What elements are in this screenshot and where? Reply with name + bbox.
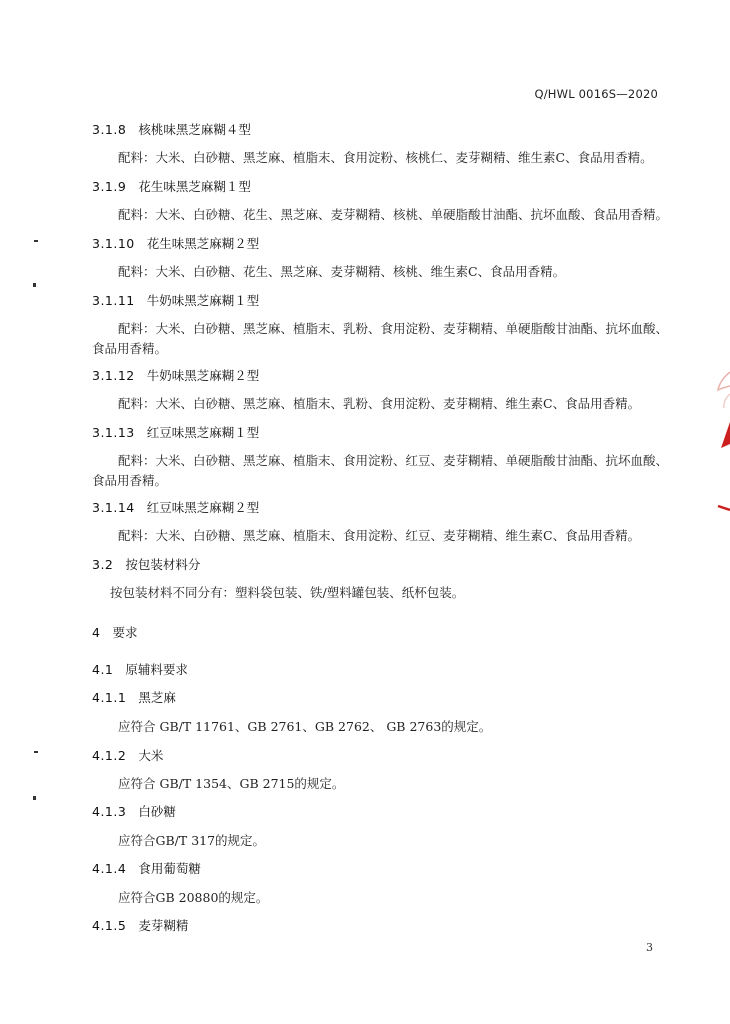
section-title: 食用葡萄糖 [138,861,201,876]
section-heading-4-1-2 [92,746,730,764]
section-heading-3-1-11 [92,291,730,309]
section-heading-3-1-13 [92,423,730,441]
requirement-text: 应符合GB 20880的规定。 [118,890,269,905]
ingredients-text: 配料：大米、白砂糖、黑芝麻、植脂末、乳粉、食用淀粉、麦芽糊精、单硬脂酸甘油酯、抗坏血酸、 [118,321,669,336]
ingredients-text: 配料：大米、白砂糖、花生、黑芝麻、麦芽糊精、核桃、单硬脂酸甘油酯、抗坏血酸、食品用香精。 [118,207,669,222]
section-number: 3.1.8 [92,122,127,137]
section-title: 花生味黑芝麻糊１型 [138,179,251,194]
section-heading-4 [92,623,730,641]
section-number: 3.1.11 [92,293,135,308]
section-heading-4-1-3 [92,802,730,820]
section-number: 3.1.10 [92,236,135,251]
section-title: 麦芽糊精 [138,918,189,933]
section-number: 3.1.12 [92,368,135,383]
section-heading-3-1-12 [92,366,730,384]
scan-mark [34,240,38,242]
scan-mark [33,283,36,287]
section-number: 3.2 [92,557,114,572]
section-heading-4-1-1 [92,688,730,706]
section-number: 4.1.4 [92,861,127,876]
section-heading-3-1-8 [92,120,730,138]
section-heading-4-1 [92,660,730,678]
seal-stamp-fragment [712,360,730,520]
section-title: 红豆味黑芝麻糊２型 [146,500,260,515]
section-number: 4.1.1 [92,690,127,705]
scan-mark [34,751,38,753]
section-title: 黑芝麻 [138,690,176,705]
section-number: 4.1.5 [92,918,127,933]
section-title: 牛奶味黑芝麻糊２型 [146,368,260,383]
section-title: 花生味黑芝麻糊２型 [146,236,260,251]
section-heading-4-1-4 [92,859,730,877]
section-number: 3.1.14 [92,500,135,515]
section-number: 4.1.3 [92,804,127,819]
ingredients-text-continued: 食品用香精。 [92,473,168,488]
scan-mark [33,796,36,800]
standard-code: Q/HWL 0016S—2020 [534,87,658,101]
requirement-text: 应符合 GB/T 1354、GB 2715的规定。 [118,776,345,791]
packaging-text: 按包装材料不同分有：塑料袋包装、铁/塑料罐包装、纸杯包装。 [110,585,465,600]
ingredients-text: 配料：大米、白砂糖、花生、黑芝麻、麦芽糊精、核桃、维生素C、食品用香精。 [118,264,566,279]
ingredients-text-continued: 食品用香精。 [92,341,168,356]
section-heading-4-1-5 [92,916,730,934]
section-heading-3-1-10 [92,234,730,252]
section-number: 4.1.2 [92,748,127,763]
section-number: 3.1.13 [92,425,135,440]
section-title: 牛奶味黑芝麻糊１型 [146,293,260,308]
section-title: 按包装材料分 [125,557,201,572]
requirement-text: 应符合GB/T 317的规定。 [118,833,266,848]
ingredients-text: 配料：大米、白砂糖、黑芝麻、植脂末、食用淀粉、红豆、麦芽糊精、维生素C、食品用香精。 [118,528,641,543]
section-number: 4 [92,625,101,640]
section-number: 4.1 [92,662,114,677]
ingredients-text: 配料：大米、白砂糖、黑芝麻、植脂末、食用淀粉、核桃仁、麦芽糊精、维生素C、食品用香精。 [118,150,653,165]
ingredients-text: 配料：大米、白砂糖、黑芝麻、植脂末、食用淀粉、红豆、麦芽糊精、单硬脂酸甘油酯、抗坏血酸、 [118,453,669,468]
section-heading-3-2 [92,555,730,573]
section-title: 红豆味黑芝麻糊１型 [146,425,260,440]
section-title: 原辅料要求 [125,662,188,677]
page-number: 3 [646,941,653,954]
section-title: 核桃味黑芝麻糊４型 [138,122,251,137]
section-title: 要求 [112,625,138,640]
ingredients-text: 配料：大米、白砂糖、黑芝麻、植脂末、乳粉、食用淀粉、麦芽糊精、维生素C、食品用香精。 [118,396,641,411]
requirement-text: 应符合 GB/T 11761、GB 2761、GB 2762、 GB 2763的规定。 [118,719,492,734]
section-heading-3-1-14 [92,498,730,516]
section-heading-3-1-9 [92,177,730,195]
section-number: 3.1.9 [92,179,127,194]
section-title: 大米 [138,748,164,763]
section-title: 白砂糖 [138,804,176,819]
